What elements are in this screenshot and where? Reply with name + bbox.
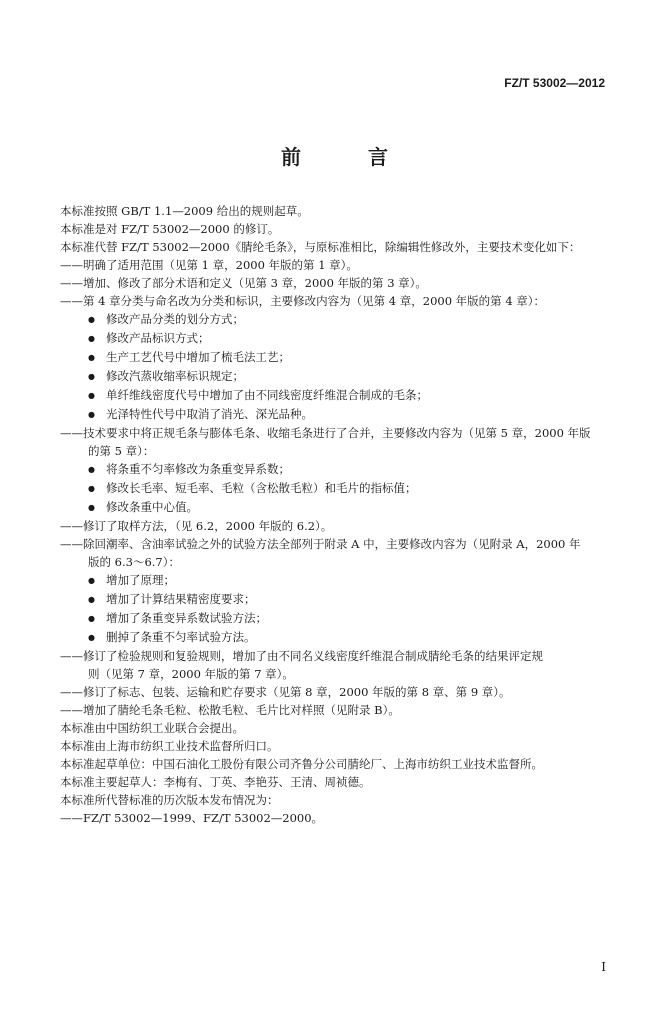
document-body — [60, 202, 616, 827]
bullet-dot: ● — [88, 465, 95, 474]
bullet-dot: ● — [88, 334, 95, 343]
continuation-line: 则（见第 7 章，2000 年版的第 7 章）。 — [88, 667, 294, 681]
bullet-text: 修改条重中心值。 — [106, 500, 198, 514]
bullet-item — [60, 628, 616, 647]
bullet-dot: ● — [88, 410, 95, 419]
bullet-item — [60, 460, 616, 479]
paragraph-line: 本标准所代替标准的历次版本发布情况为： — [60, 793, 279, 807]
bullet-item — [60, 310, 616, 329]
bullet-text: 删掉了条重不匀率试验方法。 — [106, 630, 256, 644]
bullet-dot: ● — [88, 484, 95, 493]
bullet-item — [60, 367, 616, 386]
continuation-line: 版的 6.3～6.7）： — [88, 555, 180, 569]
bullet-item — [60, 329, 616, 348]
paragraph-line: 本标准是对 FZ/T 53002—2000 的修订。 — [60, 222, 280, 236]
bullet-text: 增加了计算结果精密度要求； — [106, 592, 256, 606]
bullet-dot: ● — [88, 372, 95, 381]
bullet-dot: ● — [88, 391, 95, 400]
paragraph-line: 本标准起草单位：中国石油化工股份有限公司齐鲁分公司腈纶厂、上海市纺织工业技术监督所。 — [60, 757, 543, 771]
bullet-item — [60, 348, 616, 367]
dash-item: ——增加、修改了部分术语和定义（见第 3 章，2000 年版的第 3 章）。 — [60, 276, 427, 290]
bullet-text: 光泽特性代号中取消了消光、深光品种。 — [106, 407, 313, 421]
bullet-dot: ● — [88, 353, 95, 362]
bullet-text: 修改产品标识方式； — [106, 331, 210, 345]
dash-item: ——技术要求中将正规毛条与膨体毛条、收缩毛条进行了合并，主要修改内容为（见第 5 章，2000 年版 — [60, 426, 591, 440]
dash-item: ——除回潮率、含油率试验之外的试验方法全部列于附录 A 中，主要修改内容为（见附录 A，2000 年 — [60, 537, 581, 551]
bullet-item — [60, 571, 616, 590]
bullet-text: 增加了条重变异系数试验方法； — [106, 611, 267, 625]
continuation-line: 的第 5 章）： — [88, 444, 155, 458]
bullet-item — [60, 609, 616, 628]
bullet-dot: ● — [88, 595, 95, 604]
bullet-text: 生产工艺代号中增加了梳毛法工艺； — [106, 350, 290, 364]
dash-item: ——明确了适用范围（见第 1 章，2000 年版的第 1 章）。 — [60, 258, 358, 272]
bullet-text: 增加了原理； — [106, 573, 175, 587]
paragraph-line: 本标准按照 GB/T 1.1—2009 给出的规则起草。 — [60, 204, 309, 218]
paragraph-line: 本标准由上海市纺织工业技术监督所归口。 — [60, 739, 279, 753]
bullet-text: 单纤维线密度代号中增加了由不同线密度纤维混合制成的毛条； — [106, 388, 428, 402]
dash-item: ——修订了标志、包装、运输和贮存要求（见第 8 章，2000 年版的第 8 章、第 9 章）。 — [60, 685, 511, 699]
bullet-dot: ● — [88, 614, 95, 623]
bullet-item — [60, 386, 616, 405]
bullet-item — [60, 590, 616, 609]
standard-code: FZ/T 53002—2012 — [504, 76, 605, 90]
bullet-text: 将条重不匀率修改为条重变异系数； — [106, 462, 290, 476]
page-number: I — [601, 960, 606, 974]
bullet-item — [60, 498, 616, 517]
dash-item: ——修订了检验规则和复验规则，增加了由不同名义线密度纤维混合制成腈纶毛条的结果评定规 — [60, 649, 543, 663]
bullet-dot: ● — [88, 633, 95, 642]
page-title: 前 言 — [281, 145, 418, 169]
dash-item: ——FZ/T 53002—1999、FZ/T 53002—2000。 — [60, 811, 324, 825]
dash-item: ——第 4 章分类与命名改为分类和标识，主要修改内容为（见第 4 章，2000 年版的第 4 章）： — [60, 294, 546, 308]
bullet-dot: ● — [88, 503, 95, 512]
bullet-dot: ● — [88, 315, 95, 324]
paragraph-line: 本标准代替 FZ/T 53002—2000《腈纶毛条》，与原标准相比，除编辑性修改外，主要技术变化如下： — [60, 240, 581, 254]
bullet-item — [60, 479, 616, 498]
bullet-text: 修改长毛率、短毛率、毛粒（含松散毛粒）和毛片的指标值； — [106, 481, 417, 495]
paragraph-line: 本标准主要起草人：李梅有、丁英、李艳芬、王清、周祯德。 — [60, 775, 371, 789]
dash-item: ——修订了取样方法，（见 6.2，2000 年版的 6.2）。 — [60, 519, 333, 533]
bullet-text: 修改产品分类的划分方式； — [106, 312, 244, 326]
dash-item: ——增加了腈纶毛条毛粒、松散毛粒、毛片比对样照（见附录 B）。 — [60, 703, 400, 717]
bullet-dot: ● — [88, 576, 95, 585]
bullet-item — [60, 405, 616, 424]
paragraph-line: 本标准由中国纺织工业联合会提出。 — [60, 721, 244, 735]
bullet-text: 修改汽蒸收缩率标识规定； — [106, 369, 244, 383]
